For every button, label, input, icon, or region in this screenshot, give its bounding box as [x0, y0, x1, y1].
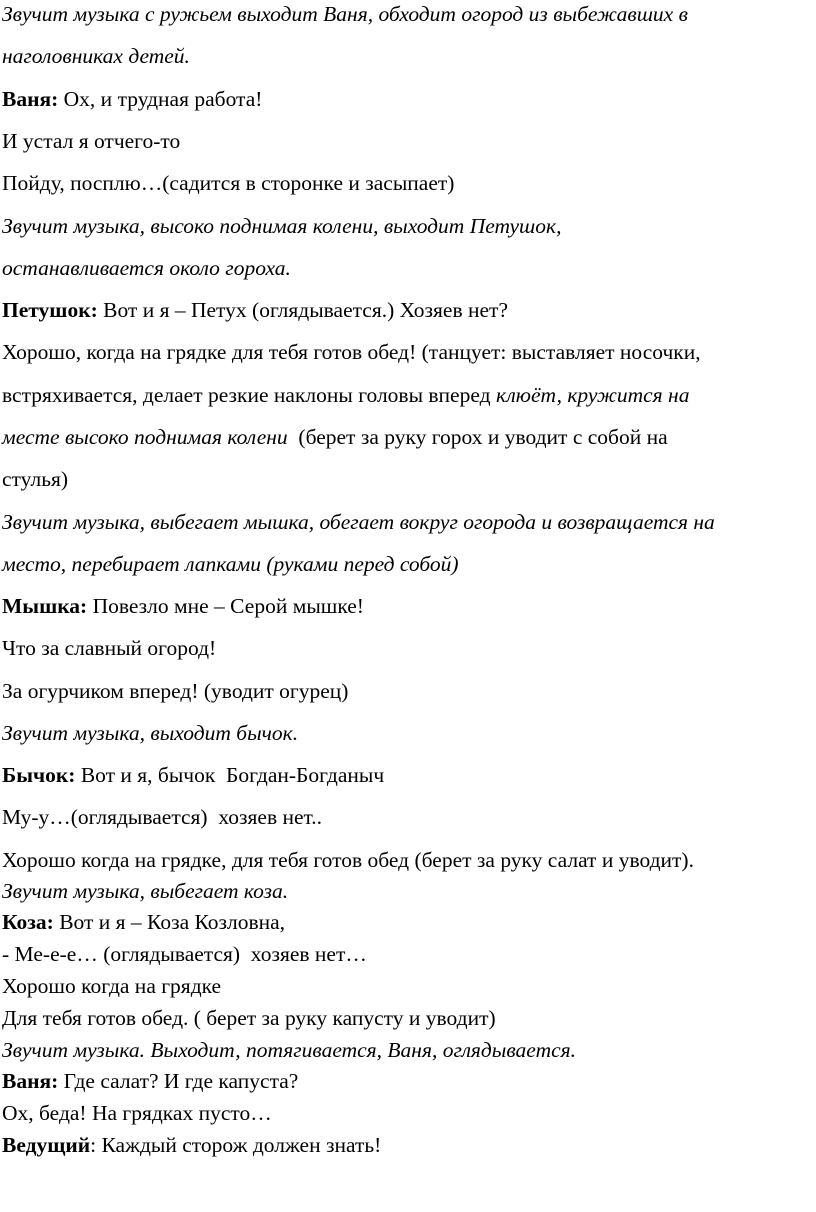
stage-direction: останавливается около гороха. [2, 256, 291, 280]
stage-direction: наголовниках детей. [2, 44, 190, 68]
dialogue-text: встряхивается, делает резкие наклоны головы вперед клюёт, кружится на [2, 383, 690, 407]
stage-direction: Звучит музыка, выходит бычок. [2, 721, 299, 745]
dialogue-text: Пойду, посплю…(садится в сторонке и засыпает) [2, 171, 455, 195]
dialogue-text: - Ме-е-е… (оглядывается) хозяев нет… [2, 942, 367, 966]
speaker-name: Ведущий [2, 1133, 91, 1157]
dialogue-text: За огурчиком вперед! (уводит огурец) [2, 679, 349, 703]
dialogue-text: И устал я отчего-то [2, 129, 181, 153]
dialogue-line: Мышка: Повезло мне – Серой мышке! [2, 594, 364, 618]
dialogue-text: Хорошо когда на грядке [2, 974, 222, 998]
stage-direction: Звучит музыка, выбегает коза. [2, 879, 289, 903]
dialogue-text: Ох, беда! На грядках пусто… [2, 1101, 272, 1125]
speaker-name: Бычок: [2, 763, 76, 787]
dialogue-line: Ваня: Ох, и трудная работа! [2, 87, 263, 111]
dialogue-text: Хорошо, когда на грядке для тебя готов обед! (танцует: выставляет носочки, [2, 340, 701, 364]
dialogue-line: Бычок: Вот и я, бычок Богдан-Богданыч [2, 763, 385, 787]
speaker-name: Ваня: [2, 87, 59, 111]
dialogue-line: Петушок: Вот и я – Петух (оглядывается.) Хозяев нет? [2, 298, 508, 322]
dialogue-text: Хорошо когда на грядке, для тебя готов обед (берет за руку салат и уводит). [2, 848, 694, 872]
dialogue-text: Му-у…(оглядывается) хозяев нет.. [2, 805, 323, 829]
stage-direction: Звучит музыка. Выходит, потягивается, Ваня, оглядывается. [2, 1038, 577, 1062]
stage-direction: Звучит музыка, высоко поднимая колени, выходит Петушок, [2, 214, 562, 238]
stage-direction: Звучит музыка с ружьем выходит Ваня, обходит огород из выбежавших в [2, 2, 688, 26]
dialogue-text: Что за славный огород! [2, 636, 217, 660]
stage-direction: Звучит музыка, выбегает мышка, обегает вокруг огорода и возвращается на [2, 510, 715, 534]
dialogue-line: Коза: Вот и я – Коза Козловна, [2, 910, 286, 934]
speaker-name: Коза: [2, 910, 54, 934]
dialogue-text: месте высоко поднимая колени (берет за руку горох и уводит с собой на [2, 425, 668, 449]
dialogue-line: Ваня: Где салат? И где капуста? [2, 1069, 299, 1093]
speaker-name: Ваня: [2, 1069, 59, 1093]
dialogue-text: стулья) [2, 467, 69, 491]
speaker-name: Мышка: [2, 594, 88, 618]
dialogue-text: Для тебя готов обед. ( берет за руку капусту и уводит) [2, 1006, 496, 1030]
stage-direction: место, перебирает лапками (руками перед собой) [2, 552, 459, 576]
dialogue-line: Ведущий: Каждый сторож должен знать! [2, 1133, 382, 1157]
speaker-name: Петушок: [2, 298, 98, 322]
